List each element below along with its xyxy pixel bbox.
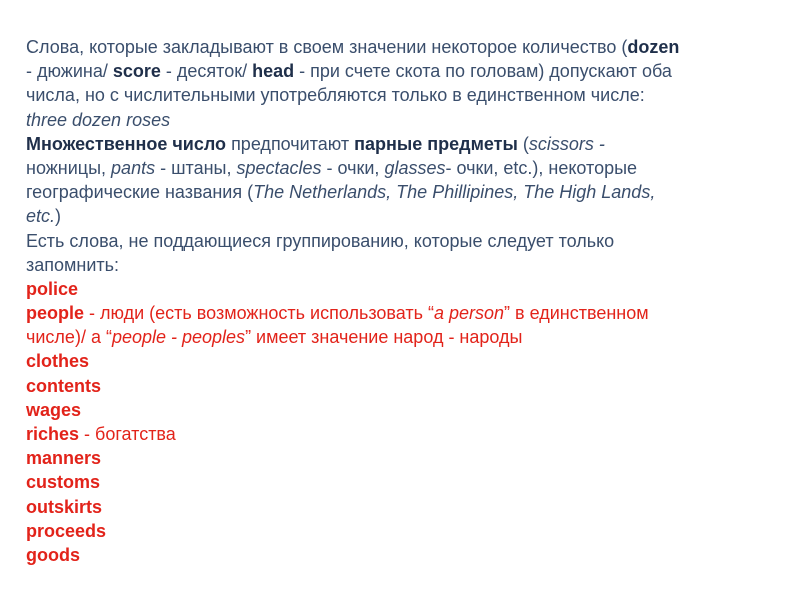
paragraph-3-line-2: запомнить: (26, 254, 120, 275)
keyword-head: head (252, 61, 295, 82)
keyword-plural: Множественное число (26, 133, 227, 154)
word-manners: manners (26, 448, 102, 469)
text: - люди (есть возможность использовать “ (84, 303, 434, 324)
word-riches: riches (26, 424, 80, 444)
word-riches-line (26, 422, 776, 446)
text: ножницы, (26, 157, 112, 178)
slide-text-body (26, 35, 776, 567)
paragraph-2-line-1 (26, 132, 776, 156)
word-proceeds: proceeds (26, 520, 107, 541)
text: Слова, которые закладывают в своем значении некоторое количество ( (26, 37, 628, 57)
keyword-dozen: dozen (627, 37, 680, 57)
text: числе)/ а “ (26, 327, 112, 348)
word-clothes: clothes (26, 351, 90, 372)
text: географические названия ( (26, 182, 254, 203)
word-people-line-2 (26, 325, 776, 349)
example-spectacles: spectacles (236, 157, 322, 178)
word-outskirts: outskirts (26, 496, 103, 517)
text: ( (517, 133, 529, 154)
word-police: police (26, 278, 79, 299)
paragraph-2-line-3 (26, 180, 776, 204)
keyword-paired-items: парные предметы (354, 133, 518, 154)
example-geographic-names: The Netherlands, The Phillipines, The High Lands, (253, 182, 656, 203)
example-scissors: scissors - (528, 133, 605, 154)
text: ) (55, 206, 62, 227)
paragraph-1-line-2 (26, 59, 776, 83)
text: - штаны, (155, 157, 237, 178)
paragraph-3-line-1: Есть слова, не поддающиеся группированию, которые следует только (26, 230, 615, 251)
example-three-dozen-roses: three dozen roses (26, 109, 171, 130)
example-glasses: glasses (384, 157, 446, 178)
word-contents: contents (26, 375, 102, 396)
text: - очки, (321, 157, 385, 178)
word-wages: wages (26, 399, 82, 420)
paragraph-1-line-1 (26, 35, 776, 59)
text: ” имеет значение народ - народы (245, 327, 523, 348)
text: - при счете скота по головам) допускают оба (294, 61, 672, 82)
word-customs: customs (26, 472, 101, 493)
text: предпочитают (226, 133, 355, 154)
text: - дюжина/ (26, 61, 113, 82)
keyword-score: score (112, 61, 161, 82)
word-people-line-1 (26, 301, 776, 325)
example-etc: etc. (26, 206, 56, 227)
text: - богатства (79, 424, 176, 444)
paragraph-1-line-3: числа, но с числительными употребляются только в единственном числе: (26, 85, 645, 106)
paragraph-2-line-2 (26, 156, 776, 180)
paragraph-2-line-4 (26, 204, 776, 228)
example-pants: pants (111, 157, 156, 178)
text: - десяток/ (160, 61, 253, 82)
text: - очки, etc.), некоторые (445, 157, 638, 178)
text: ” в единственном (504, 303, 649, 324)
example-people-peoples: people - peoples (111, 327, 246, 348)
word-people: people (26, 303, 85, 324)
word-goods: goods (26, 544, 80, 565)
example-a-person: a person (433, 303, 505, 324)
